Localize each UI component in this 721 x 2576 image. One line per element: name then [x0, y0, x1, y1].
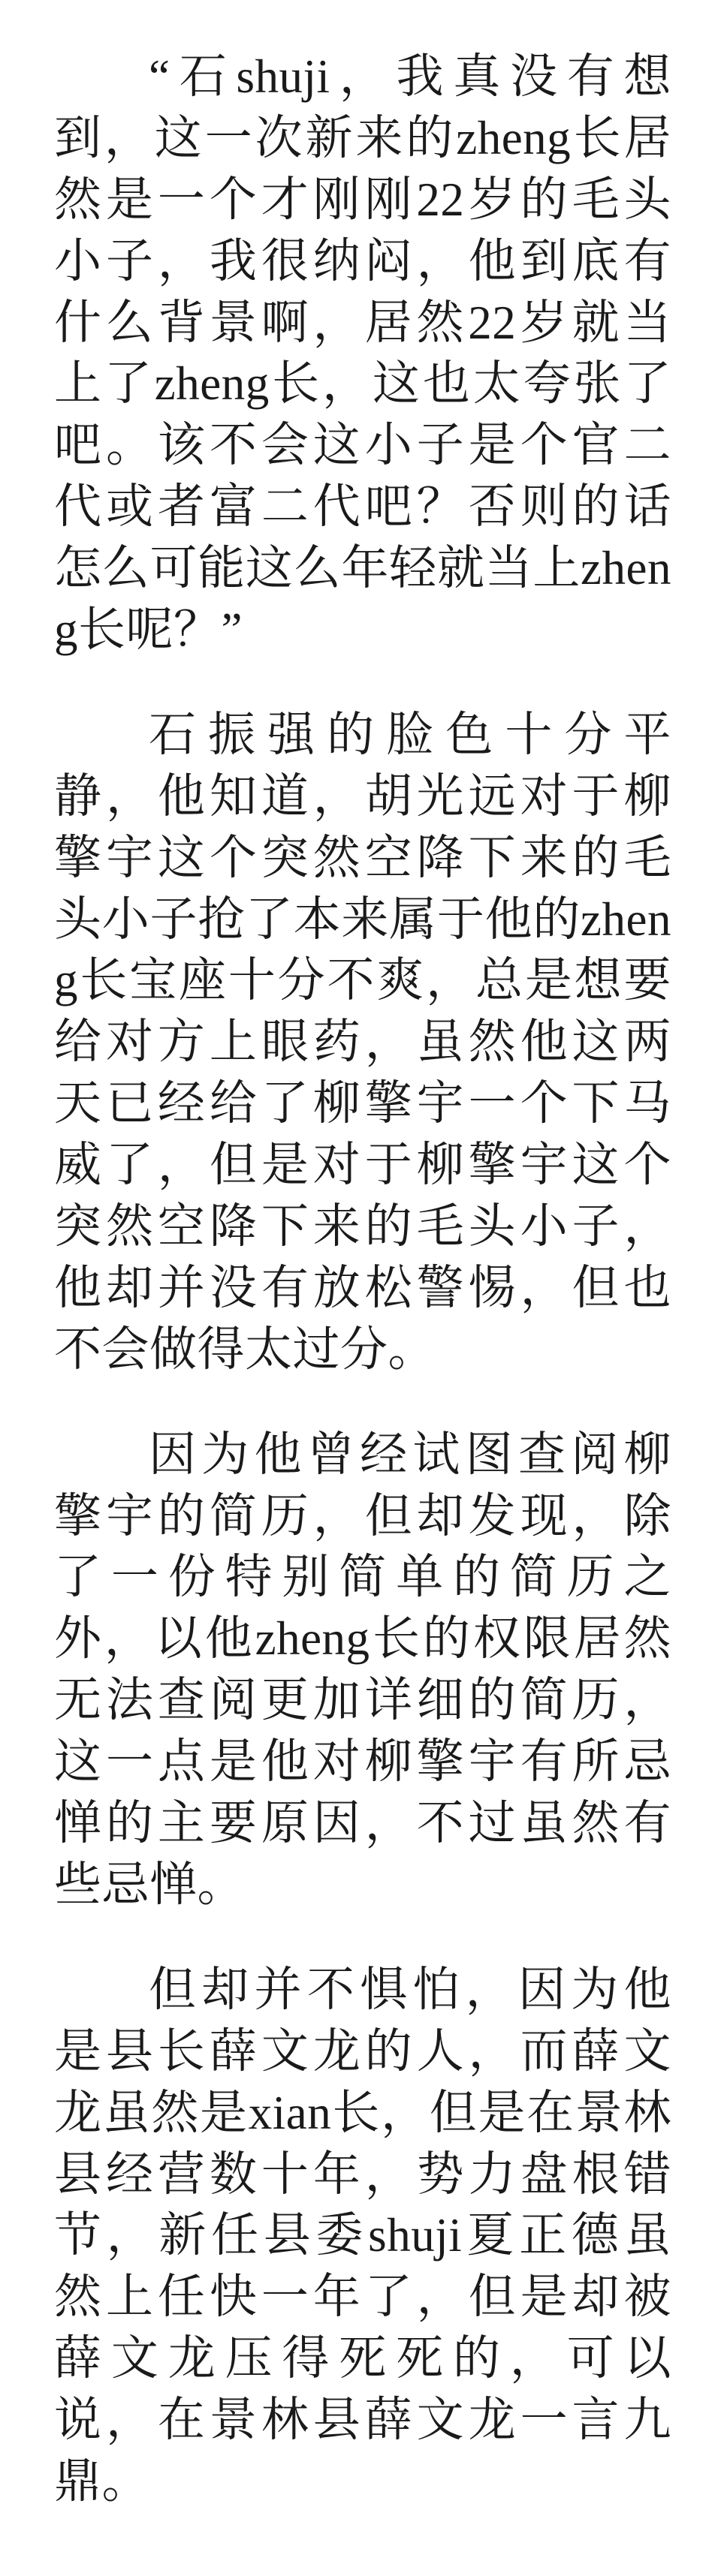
- paragraph-3: 因为他曾经试图查阅柳擎宇的简历，但却发现，除了一份特别简单的简历之外，以他zheng长的权限居然无法查阅更加详细的简历，这一点是他对柳擎宇有所忌惮的主要原因，不过虽然有些忌惮。: [54, 1428, 671, 1911]
- paragraph-1: “石shuji，我真没有想到，这一次新来的zheng长居然是一个才刚刚22岁的毛头小子，我很纳闷，他到底有什么背景啊，居然22岁就当上了zheng长，这也太夸张了吧。该不会这小子是个官二代或者富二代吧？否则的话怎么可能这么年轻就当上zheng长呢？”: [54, 50, 671, 657]
- paragraph-2: 石振强的脸色十分平静，他知道，胡光远对于柳擎宇这个突然空降下来的毛头小子抢了本来属于他的zheng长宝座十分不爽，总是想要给对方上眼药，虽然他这两天已经给了柳擎宇一个下马威了，但是对于柳擎宇这个突然空降下来的毛头小子，他却并没有放松警惕，但也不会做得太过分。: [54, 708, 671, 1376]
- paragraph-4: 但却并不惧怕，因为他是县长薛文龙的人，而薛文龙虽然是xian长，但是在景林县经营数十年，势力盘根错节，新任县委shuji夏正德虽然上任快一年了，但是却被薛文龙压得死死的，可以说，在景林县薛文龙一言九鼎。: [54, 1963, 671, 2508]
